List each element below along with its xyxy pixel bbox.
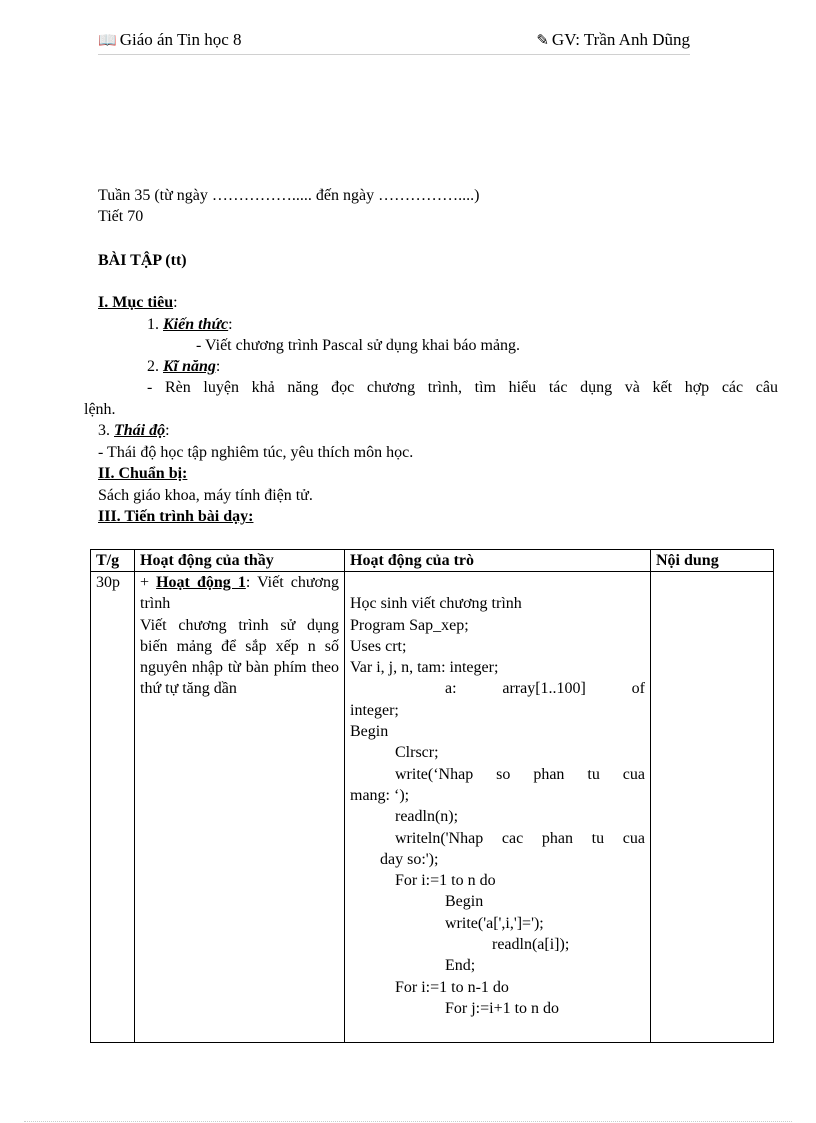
code-line: day so:');	[380, 850, 439, 868]
lesson-line: Tiết 70	[98, 208, 144, 225]
code-line: End;	[445, 957, 476, 975]
attitude-num: 3.	[98, 422, 110, 439]
book-icon: 📖	[98, 33, 117, 49]
page-bottom-divider	[24, 1121, 792, 1122]
code-line: readln(n);	[395, 808, 459, 826]
time-cell: 30p	[91, 572, 135, 1043]
table-row	[91, 572, 774, 1043]
teacher-text: Viết chương trình sử dụng biến mảng để sắp xếp n số nguyên nhập từ bàn phím theo thứ tự tăng dần	[140, 616, 339, 698]
code-line: Begin	[445, 893, 484, 911]
attitude-heading: 3. Thái độ:	[98, 422, 170, 439]
teacher-cell	[135, 572, 345, 1043]
header-right	[536, 30, 690, 50]
code-line: Begin	[350, 723, 389, 741]
page-header	[98, 30, 690, 55]
header-left	[98, 30, 242, 50]
code-line: integer;	[350, 701, 399, 719]
code-line: Var i, j, n, tam: integer;	[350, 659, 499, 677]
code-line: write('a[',i,']=');	[445, 914, 544, 932]
skill-label: Kĩ năng	[163, 358, 216, 375]
preparation-heading: II. Chuẩn bị:	[98, 465, 188, 482]
knowledge-num: 1.	[147, 316, 159, 333]
header-student: Hoạt động của trò	[345, 550, 651, 572]
code-line: Clrscr;	[395, 744, 439, 762]
week-line: Tuần 35 (từ ngày ……………..... đến ngày ……………....)	[98, 187, 480, 204]
objectives-heading-text: I. Mục tiêu	[98, 294, 174, 311]
activity-label: Hoạt động 1	[156, 574, 246, 591]
lesson-title: BÀI TẬP (tt)	[98, 252, 187, 269]
knowledge-text: - Viết chương trình Pascal sử dụng khai báo mảng.	[196, 337, 521, 354]
attitude-text: - Thái độ học tập nghiêm túc, yêu thích môn học.	[98, 444, 414, 461]
header-left-text: Giáo án Tin học 8	[119, 30, 242, 49]
student-cell	[345, 572, 651, 1043]
header-teacher: Hoạt động của thầy	[135, 550, 345, 572]
header-right-text: GV: Trần Anh Dũng	[551, 30, 690, 49]
content-cell	[651, 572, 774, 1043]
skill-text-1: - Rèn luyện khả năng đọc chương trình, tìm hiểu tác dụng và kết hợp các câu	[147, 379, 778, 396]
process-heading: III. Tiến trình bài dạy:	[98, 508, 254, 525]
code-line: For i:=1 to n do	[395, 872, 496, 890]
skill-text-2: lệnh.	[84, 401, 116, 418]
knowledge-label: Kiến thức	[163, 316, 229, 333]
code-line: readln(a[i]);	[492, 936, 570, 954]
activity-suffix: : Viết chương trình	[140, 574, 339, 613]
code-line: Học sinh viết chương trình	[350, 595, 522, 613]
pen-icon: ✎	[536, 33, 549, 49]
code-line: Program Sap_xep;	[350, 616, 469, 634]
header-content: Nội dung	[651, 550, 774, 572]
attitude-label: Thái độ	[114, 422, 166, 439]
code-line: Uses crt;	[350, 637, 407, 655]
objectives-heading: I. Mục tiêu:	[98, 294, 178, 311]
table-header-row	[91, 550, 774, 572]
spacer	[350, 572, 645, 593]
code-line: For j:=i+1 to n do	[445, 999, 560, 1017]
code-line: mang: ‘);	[350, 786, 410, 804]
skill-heading: 2. Kĩ năng:	[147, 358, 221, 375]
code-line: For i:=1 to n-1 do	[395, 978, 509, 996]
preparation-text: Sách giáo khoa, máy tính điện tử.	[98, 487, 313, 504]
teacher-prefix: +	[140, 574, 157, 591]
code-line: writeln('Nhap cac phan tu cua	[395, 829, 645, 847]
header-time: T/g	[91, 550, 135, 572]
knowledge-heading: 1. Kiến thức:	[147, 316, 233, 333]
code-line: write(‘Nhap so phan tu cua	[395, 765, 645, 783]
lesson-table	[90, 549, 774, 1043]
skill-num: 2.	[147, 358, 159, 375]
code-line: a: array[1..100] of	[445, 680, 645, 698]
